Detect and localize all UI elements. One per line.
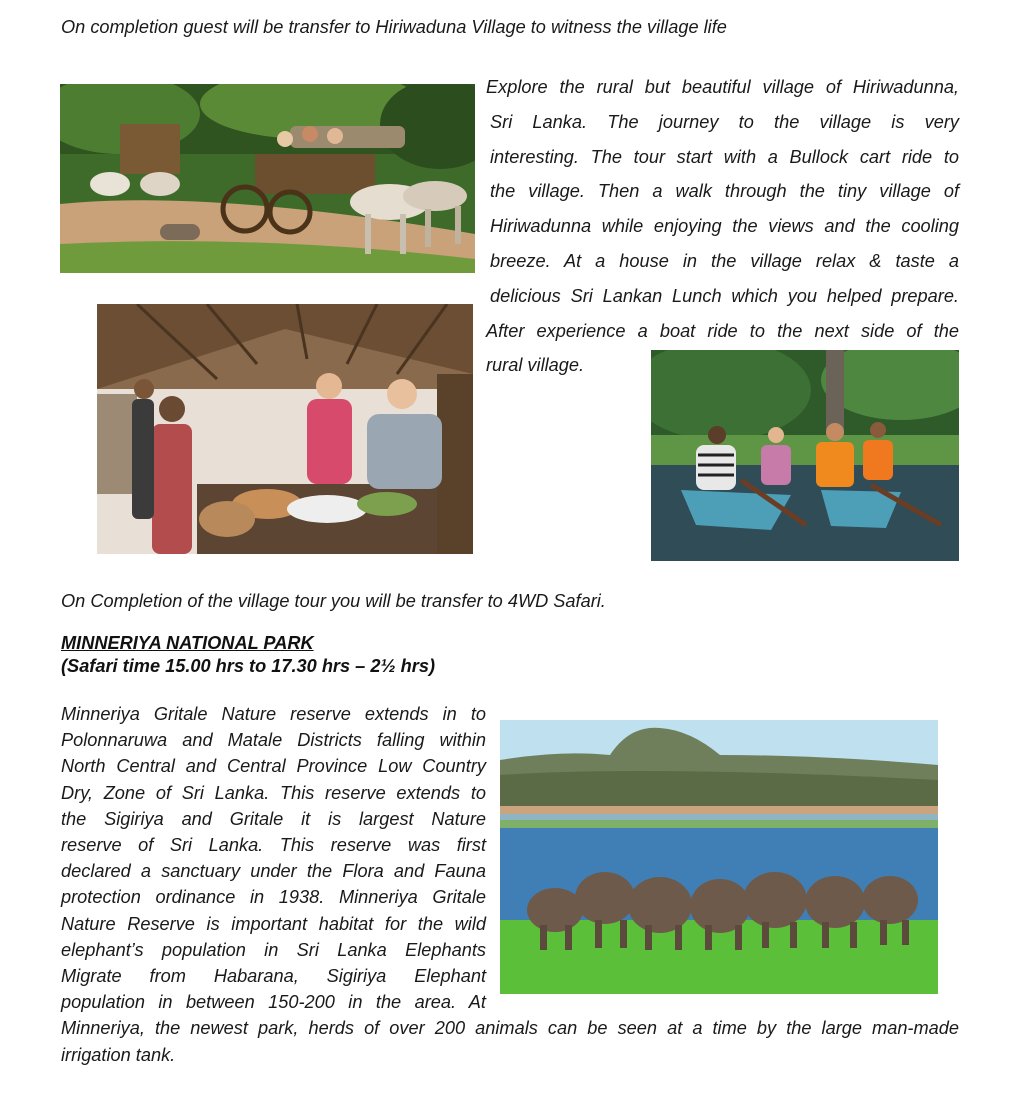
park-title: MINNERIYA NATIONAL PARK xyxy=(61,633,314,653)
paragraph-line: declared a sanctuary under the Flora and Fauna xyxy=(61,861,486,882)
paragraph-line: reserve of Sri Lanka. This reserve was first xyxy=(61,835,486,856)
paragraph-line: breeze. At a house in the village relax & taste a xyxy=(490,250,959,271)
paragraph-line: the village. Then a walk through the tiny village of xyxy=(490,181,959,202)
bullock-cart-photo xyxy=(60,84,475,273)
paragraph-line: Polonnaruwa and Matale Districts falling within xyxy=(61,730,486,751)
village-lunch-photo xyxy=(97,304,473,554)
paragraph-line: interesting. The tour start with a Bullock cart ride to xyxy=(490,146,959,167)
paragraph-line: elephant’s population in Sri Lanka Elephants xyxy=(61,939,486,960)
paragraph-line: Migrate from Habarana, Sigiriya Elephant xyxy=(61,966,486,987)
paragraph-line: Minneriya, the newest park, herds of over 200 animals can be seen at a time by the large man-made xyxy=(61,1018,959,1039)
paragraph-line: rural village. xyxy=(486,355,585,376)
paragraph-line: protection ordinance in 1938. Minneriya Gritale xyxy=(61,887,486,908)
completion-line: On Completion of the village tour you will be transfer to 4WD Safari. xyxy=(61,591,606,611)
paragraph-line: After experience a boat ride to the next side of the xyxy=(486,320,959,341)
paragraph-line: Hiriwadunna while enjoying the views and the cooling xyxy=(490,216,959,237)
paragraph-line: the Sigiriya and Gritale it is largest Nature xyxy=(61,808,486,829)
paragraph-line: population in between 150-200 in the area. At xyxy=(61,992,486,1013)
paragraph-line: North Central and Central Province Low Country xyxy=(61,756,486,777)
safari-time: (Safari time 15.00 hrs to 17.30 hrs – 2½ hrs) xyxy=(61,656,436,676)
paragraph-line: Sri Lanka. The journey to the village is very xyxy=(490,111,959,132)
village-paragraph xyxy=(486,70,959,383)
paragraph-line: Minneriya Gritale Nature reserve extends in to xyxy=(61,704,486,724)
paragraph-line: Explore the rural but beautiful village of Hiriwadunna, xyxy=(486,77,959,97)
paragraph-line: Dry, Zone of Sri Lanka. This reserve extends to xyxy=(61,782,486,803)
paragraph-line: Nature Reserve is important habitat for the wild xyxy=(61,913,486,934)
intro-line: On completion guest will be transfer to Hiriwaduna Village to witness the village life xyxy=(61,17,727,37)
paragraph-line: delicious Sri Lankan Lunch which you helped prepare. xyxy=(490,285,959,306)
boat-ride-photo xyxy=(651,350,959,561)
park-paragraph xyxy=(61,701,959,1068)
paragraph-line: irrigation tank. xyxy=(61,1044,176,1065)
elephant-herd-photo xyxy=(500,720,938,994)
